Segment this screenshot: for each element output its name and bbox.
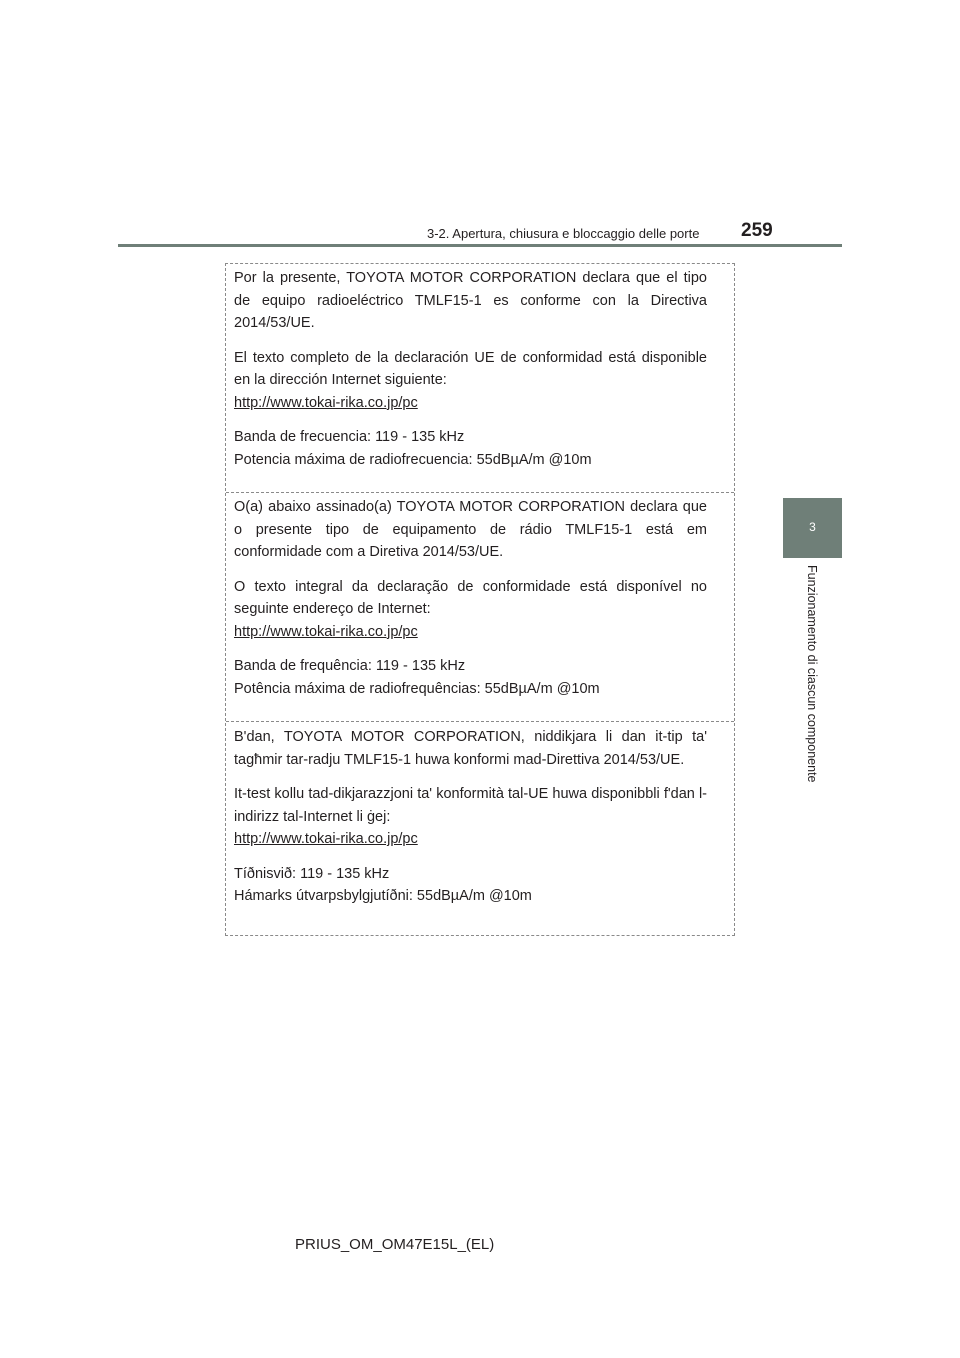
declaration-url-link[interactable]: http://www.tokai-rika.co.jp/pc <box>234 623 418 640</box>
frequency-band: Tíðnisvið: 119 - 135 kHz <box>234 865 390 882</box>
declaration-url-link[interactable]: http://www.tokai-rika.co.jp/pc <box>234 394 418 411</box>
availability-text: O texto integral da declaração de conformidade está disponível no seguinte endereço de Internet: <box>234 578 707 617</box>
declaration-section-maltese <box>226 726 734 908</box>
section-title: 3-2. Apertura, chiusura e bloccaggio delle porte <box>427 226 700 241</box>
document-code: PRIUS_OM_OM47E15L_(EL) <box>295 1236 495 1253</box>
frequency-band: Banda de frecuencia: 119 - 135 kHz <box>234 429 465 445</box>
chapter-number: 3 <box>809 520 816 534</box>
availability-text: El texto completo de la declaración UE de conformidad está disponible en la dirección Internet siguiente: <box>234 349 707 388</box>
availability-text: It-test kollu tad-dikjarazzjoni ta' konformità tal-UE huwa disponibbli f'dan l-indirizz tal-Internet li ġej: <box>234 786 707 825</box>
declaration-text: B'dan, TOYOTA MOTOR CORPORATION, niddikjara li dan it-tip ta' tagħmir tar-radju TMLF15-1 huwa konformi mad-Direttiva 2014/53/UE. <box>234 729 707 768</box>
declaration-section-portuguese <box>226 496 734 700</box>
declaration-section-spanish <box>226 267 734 471</box>
header-rule <box>118 244 842 247</box>
section-divider <box>226 721 734 722</box>
declaration-text: O(a) abaixo assinado(a) TOYOTA MOTOR CORPORATION declara que o presente tipo de equipamento de rádio TMLF15-1 está em conformidade com a Diretiva 2014/53/UE. <box>234 499 707 560</box>
page-number: 259 <box>741 220 773 241</box>
declaration-box <box>225 263 735 936</box>
chapter-tab <box>783 498 842 558</box>
chapter-title: Funzionamento di ciascun componente <box>805 565 819 783</box>
max-power: Hámarks útvarpsbylgjutíðni: 55dBµA/m @10m <box>234 888 532 904</box>
max-power: Potência máxima de radiofrequências: 55dBµA/m @10m <box>234 680 600 697</box>
declaration-url-link[interactable]: http://www.tokai-rika.co.jp/pc <box>234 831 418 847</box>
frequency-band: Banda de frequência: 119 - 135 kHz <box>234 658 466 674</box>
section-divider <box>226 492 734 493</box>
max-power: Potencia máxima de radiofrecuencia: 55dBµA/m @10m <box>234 451 592 468</box>
declaration-text: Por la presente, TOYOTA MOTOR CORPORATION declara que el tipo de equipo radioeléctrico TMLF15-1 es conforme con la Directiva 2014/53/UE. <box>234 270 707 331</box>
